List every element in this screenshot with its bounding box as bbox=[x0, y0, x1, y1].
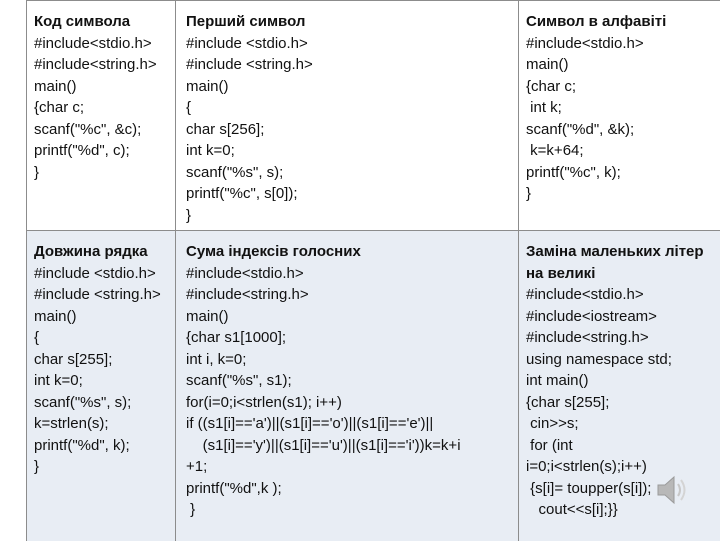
table-row bbox=[26, 231, 720, 541]
cell-heading: Сума індексів голосних bbox=[186, 243, 361, 260]
cell-code: #include <stdio.h> #include <string.h> main() { char s[255]; int k=0; scanf("%s", s); k=strlen(s); printf("%d", k); } bbox=[34, 264, 161, 475]
cell-heading: Символ в алфавіті bbox=[526, 13, 667, 30]
cell-code: #include<stdio.h> #include<string.h> main() {char c; scanf("%c", &c); printf("%d", c); } bbox=[34, 34, 157, 181]
code-table bbox=[26, 0, 720, 541]
cell-code: #include<stdio.h> #include<string.h> main() {char s1[1000]; int i, k=0; scanf("%s", s1); for(i=0;i<strlen(s1); i++) if ((s1[i]=='a')||(s1[i]=='o')||(s1[i]=='e')|| (s1[i]=='y')||(s1[i]=='u')||(s1[i]=='i'))k=k+i +1; printf("%d",k ); } bbox=[186, 264, 461, 518]
cell-heading: Заміна маленьких літер на великі bbox=[526, 243, 708, 282]
table-row bbox=[26, 1, 720, 231]
cell-string-length bbox=[26, 231, 176, 541]
cell-alphabet-char bbox=[519, 1, 720, 230]
cell-heading: Перший символ bbox=[186, 13, 306, 30]
cell-heading: Довжина рядка bbox=[34, 243, 148, 260]
cell-code: #include<stdio.h> main() {char c; int k; scanf("%d", &k); k=k+64; printf("%c", k); } bbox=[526, 34, 644, 202]
cell-first-char bbox=[176, 1, 519, 230]
cell-vowel-index-sum bbox=[176, 231, 519, 541]
cell-heading: Код символа bbox=[34, 13, 131, 30]
cell-code: #include <stdio.h> #include <string.h> main() { char s[256]; int k=0; scanf("%s", s); printf("%c", s[0]); } bbox=[186, 34, 313, 224]
cell-code: #include<stdio.h> #include<iostream> #include<string.h> using namespace std; int main() {char s[255]; cin>>s; for (int i=0;i<strlen(s);i++) {s[i]= toupper(s[i]); cout<<s[i];}} bbox=[526, 286, 672, 518]
cell-char-code bbox=[26, 1, 176, 230]
speaker-icon[interactable] bbox=[652, 470, 692, 510]
